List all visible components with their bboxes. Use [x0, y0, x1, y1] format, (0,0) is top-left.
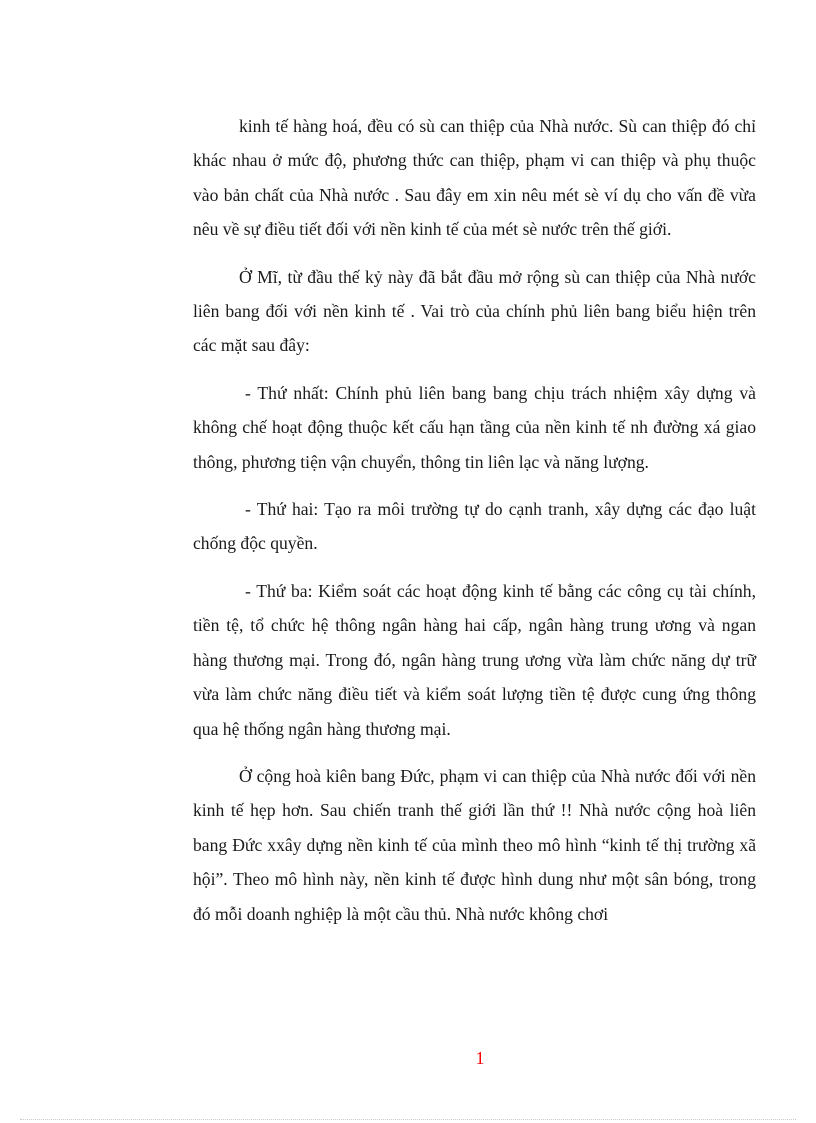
paragraph-germany-intervention: Ở cộng hoà kiên bang Đức, phạm vi can thiệp của Nhà nước đối với nền kinh tế hẹp hơn. Sau chiến tranh thế giới lần thứ !! Nhà nước cộng hoà liên bang Đức xxây dựng nền kinh tế của mình theo mô hình “kinh tế thị trường xã hội”. Theo mô hình này, nền kinh tế được hình dung như một sân bóng, trong đó mỗi doanh nghiệp là một cầu thủ. Nhà nước không chơi	[193, 765, 756, 924]
paragraph-second-role: - Thứ hai: Tạo ra môi trường tự do cạnh tranh, xây dựng các đạo luật chống độc quyền.	[193, 499, 756, 554]
document-body	[193, 109, 756, 944]
paragraph-usa-intervention: Ở Mĩ, từ đầu thế kỷ này đã bắt đầu mở rộng sù can thiệp của Nhà nước liên bang đối với nền kinh tế . Vai trò của chính phủ liên bang biểu hiện trên các mặt sau đây:	[193, 266, 756, 356]
page-number: 1	[475, 1048, 485, 1068]
paragraph-first-role: - Thứ nhất: Chính phủ liên bang bang chịu trách nhiệm xây dựng và không chế hoạt động thuộc kết cấu hạn tầng của nền kinh tế nh đường xá giao thông, phương tiện vận chuyển, thông tin liên lạc và năng lượng.	[193, 382, 756, 472]
paragraph-third-role: - Thứ ba: Kiểm soát các hoạt động kinh tế bằng các công cụ tài chính, tiền tệ, tổ chức hệ thông ngân hàng hai cấp, ngân hàng trung ương và ngan hàng thương mại. Trong đó, ngân hàng trung ương vừa làm chức năng dự trữ vừa làm chức năng điều tiết và kiểm soát lượng tiền tệ được cung ứng thông qua hệ thống ngân hàng thương mại.	[193, 580, 756, 739]
page-bottom-divider	[20, 1119, 796, 1120]
paragraph-goods-economy: kinh tế hàng hoá, đều có sù can thiệp của Nhà nước. Sù can thiệp đó chỉ khác nhau ở mức độ, phương thức can thiệp, phạm vi can thiệp và phụ thuộc vào bản chất của Nhà nước . Sau đây em xin nêu mét sè ví dụ cho vấn đề vừa nêu về sự điều tiết đối với nền kinh tế của mét sè nước trên thế giới.	[193, 116, 756, 240]
